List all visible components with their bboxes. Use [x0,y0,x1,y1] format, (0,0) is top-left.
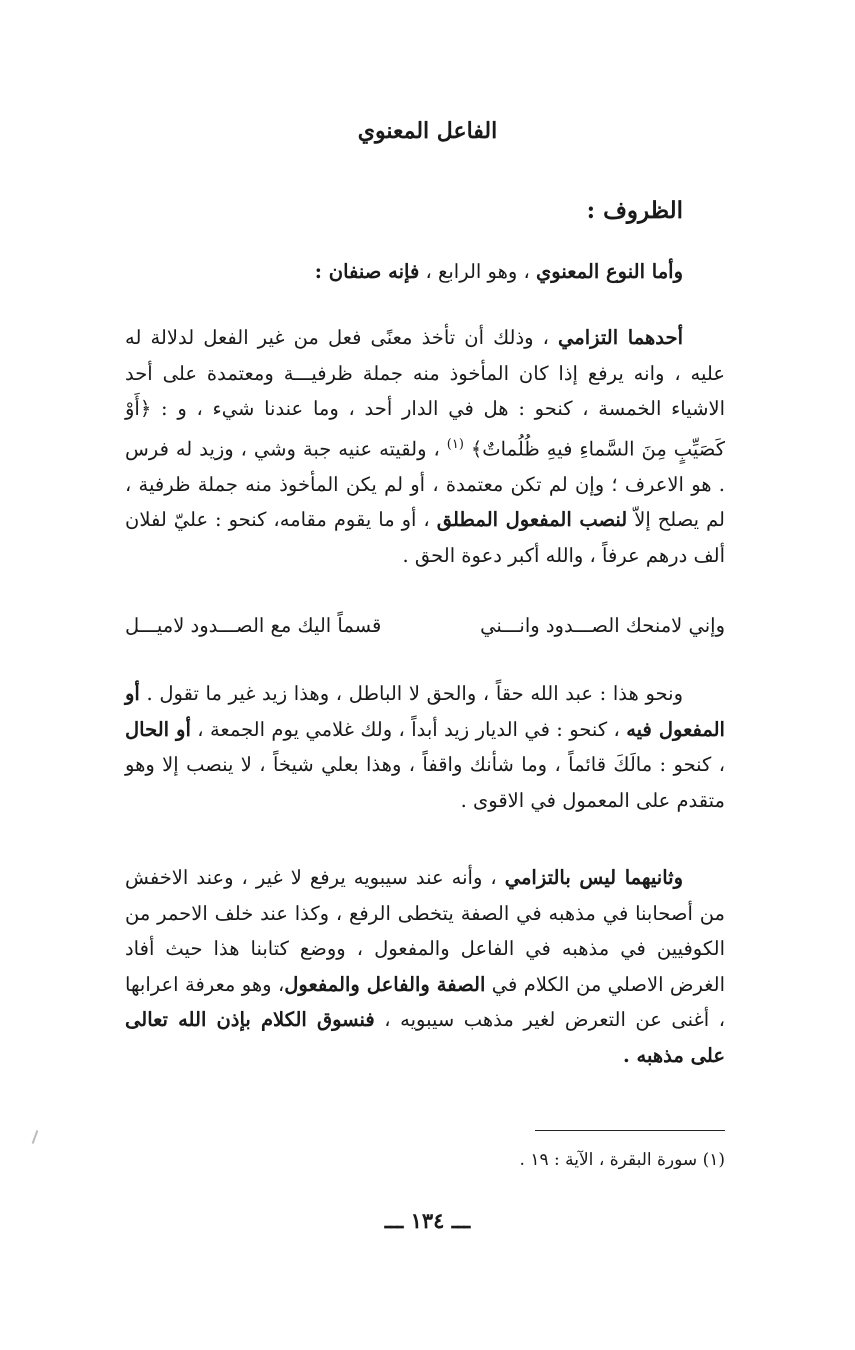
para1-bold-start: أحدهما التزامي [558,326,683,349]
intro-text: ، وهو الرابع ، [419,260,536,283]
para3-bold-end: فنسوق الكلام بإذن الله تعالى على مذهبه . [125,1008,725,1067]
paragraph-first-type [125,320,725,573]
para3-bold-mid: الصفة والفاعل والمفعول [284,972,486,996]
footnote-divider [535,1130,725,1131]
para2-text-c: ، كنحو : مالَكَ قائماً ، وما شأنك واقفاً ، وهذا بعلي شيخاً ، لا ينصب إلا وهو متقدم على المعمول في الاقوى . [125,753,725,812]
intro-bold-end: فإنه صنفان : [314,260,420,283]
para1-text-b: ، ولقيته عنيه جبة وشي ، وزيد له فرس . هو الاعرف ؛ وإن لم تكن معتمدة ، أو لم يكن المأخوذ منه جملة ظرفية ، لم يصلح إلاّ [125,437,725,531]
page-number: ـــ ١٣٤ ـــ [384,1208,471,1233]
verse-hemistich-2: قسماً اليك مع الصـــدود لاميـــل [125,614,382,637]
para2-bold-a: أو المفعول فيه [125,682,725,741]
paragraph-examples [125,676,725,818]
verse-hemistich-1: وإني لامنحك الصـــدود وانـــني [480,614,725,637]
para3-bold-start: وثانيهما ليس بالتزامي [504,866,683,889]
para3-text-a: ، وأنه عند سيبويه يرفع لا غير ، وعند الاخفش من أصحابنا في مذهبه في الصفة يتخطى الرفع ، وكذا عند خلف الاحمر من الكوفيين في مذهبه في الفاعل والمفعول ، ووضع كتابنا هذا حيث أفاد الغرض الاصلي من الكلام في [125,866,725,996]
footnote: (١) سورة البقرة ، الآية : ١٩ . [519,1150,725,1170]
para2-text-b: ، كنحو : في الديار زيد أبداً ، ولك غلامي يوم الجمعة ، [190,717,627,741]
section-heading: الظروف : [586,197,683,224]
page-title: الفاعل المعنوي [357,118,498,144]
para1-text-a: ، وذلك أن تأخذ معنًى فعل من غير الفعل لدلالة له عليه ، وانه يرفع إذا كان المأخوذ منه جملة ظرفيـــة ومعتمدة على أحد الاشياء الخمسة ، كنحو : هل في الدار أحد ، وما عندنا شيء ، و : ﴿أَوْ كَصَيِّبٍ مِنَ السَّماءِ فيهِ ظُلُماتٌ﴾ [125,326,725,460]
intro-paragraph [125,254,725,290]
para1-bold-mid: لنصب المفعول المطلق [436,508,628,531]
poetry-verse [125,614,725,650]
para1-text-c: ، أو ما يقوم مقامه، كنحو : عليّ لفلان ألف درهم عرفاً ، والله أكبر دعوة الحق . [125,508,725,567]
para3-text-b: ، وهو معرفة اعرابها ، أغنى عن التعرض لغير مذهب سيبويه ، [125,972,725,1031]
para2-text-a: ونحو هذا : عبد الله حقاً ، والحق لا الباطل ، وهذا زيد غير ما تقول . [139,682,683,705]
footnote-ref: (١) [446,436,464,452]
margin-scratch-mark [32,1130,39,1144]
para2-bold-b: أو الحال [125,717,191,741]
paragraph-second-type [125,860,725,1073]
intro-bold: وأما النوع المعنوي [535,260,683,283]
